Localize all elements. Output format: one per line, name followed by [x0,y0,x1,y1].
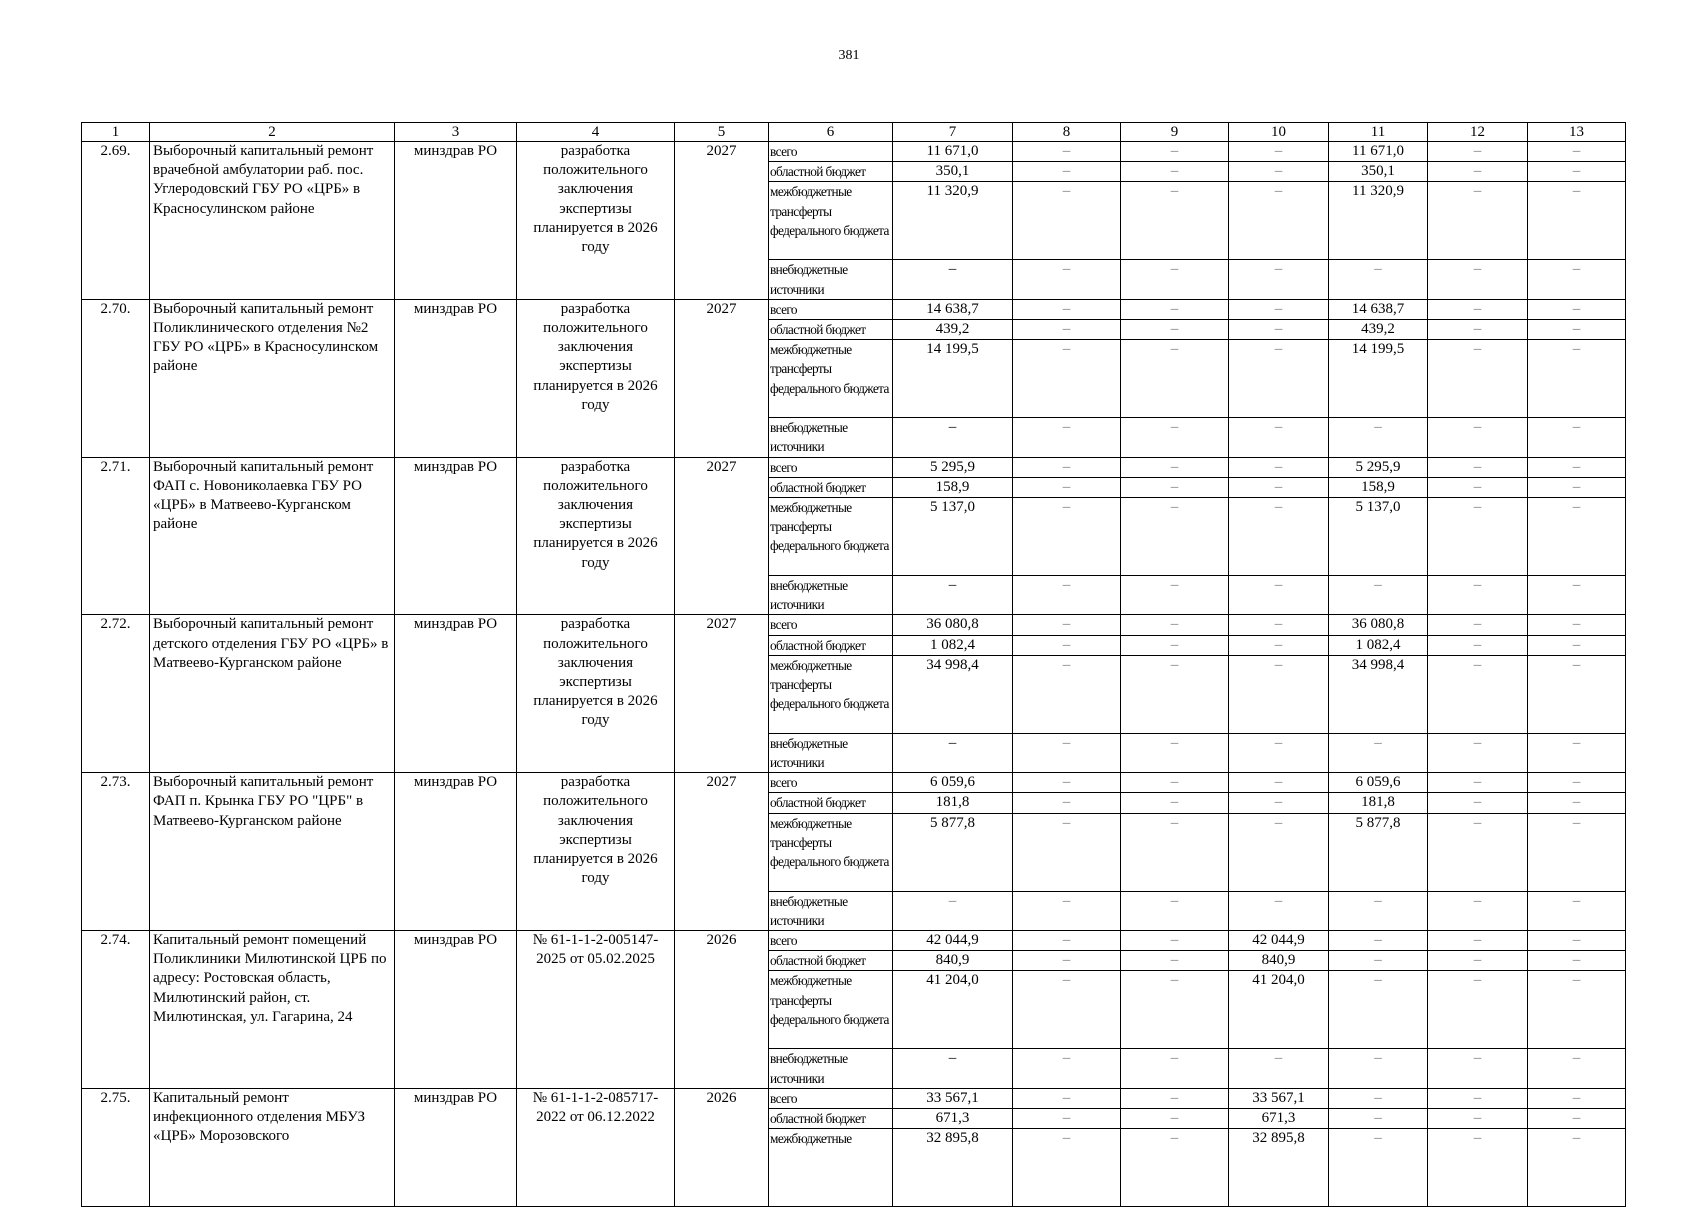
amount-cell-col-12: – [1428,655,1528,733]
funding-source-label: областной бюджет [769,951,893,971]
amount-cell-col-10: 33 567,1 [1229,1088,1329,1108]
amount-cell-col-10: 42 044,9 [1229,931,1329,951]
amount-cell-col-8: – [1013,635,1121,655]
amount-cell-col-11: – [1329,260,1428,299]
amount-cell-col-10: 41 204,0 [1229,971,1329,1049]
amount-cell-col-9: – [1121,340,1229,418]
amount-cell-col-10: 32 895,8 [1229,1129,1329,1207]
item-name: Выборочный капитальный ремонт ФАП с. Новониколаевка ГБУ РО «ЦРБ» в Матвеево-Курганском районе [150,457,395,615]
amount-cell-col-13: – [1528,931,1626,951]
amount-cell-col-11: – [1329,418,1428,457]
amount-cell-col-13: – [1528,457,1626,477]
amount-cell-col-10: – [1229,299,1329,319]
amount-cell-col-13: – [1528,477,1626,497]
amount-cell-col-7: – [893,418,1013,457]
amount-cell-col-8: – [1013,418,1121,457]
amount-cell-col-8: – [1013,260,1121,299]
column-header-6: 6 [769,123,893,142]
item-document: разработка положительного заключения экспертизы планируется в 2026 году [517,615,675,773]
amount-cell-col-7: 5 137,0 [893,498,1013,576]
item-year: 2027 [675,615,769,773]
amount-cell-col-11: 14 638,7 [1329,299,1428,319]
amount-cell-col-7: – [893,733,1013,772]
amount-cell-col-7: – [893,1049,1013,1088]
amount-cell-col-13: – [1528,635,1626,655]
amount-cell-col-13: – [1528,182,1626,260]
amount-cell-col-10: – [1229,655,1329,733]
amount-cell-col-12: – [1428,733,1528,772]
table-row [82,142,1626,162]
amount-cell-col-11: 5 137,0 [1329,498,1428,576]
funding-source-label: межбюджетные трансферты федерального бюджета [769,971,893,1049]
amount-cell-col-11: 6 059,6 [1329,773,1428,793]
amount-cell-col-8: – [1013,1049,1121,1088]
amount-cell-col-13: – [1528,260,1626,299]
amount-cell-col-11: 11 671,0 [1329,142,1428,162]
amount-cell-col-8: – [1013,477,1121,497]
item-year: 2027 [675,773,769,931]
amount-cell-col-9: – [1121,951,1229,971]
item-name: Капитальный ремонт инфекционного отделения МБУЗ «ЦРБ» Морозовского [150,1088,395,1206]
column-header-8: 8 [1013,123,1121,142]
column-header-4: 4 [517,123,675,142]
funding-source-label: всего [769,1088,893,1108]
amount-cell-col-12: – [1428,576,1528,615]
item-year: 2027 [675,142,769,300]
amount-cell-col-7: 11 671,0 [893,142,1013,162]
amount-cell-col-9: – [1121,773,1229,793]
item-document: разработка положительного заключения экспертизы планируется в 2026 году [517,299,675,457]
amount-cell-col-7: 840,9 [893,951,1013,971]
amount-cell-col-8: – [1013,182,1121,260]
column-header-3: 3 [395,123,517,142]
amount-cell-col-8: – [1013,971,1121,1049]
column-number-row [82,123,1626,142]
amount-cell-col-8: – [1013,320,1121,340]
amount-cell-col-13: – [1528,951,1626,971]
amount-cell-col-9: – [1121,142,1229,162]
amount-cell-col-8: – [1013,615,1121,635]
item-number: 2.72. [82,615,150,773]
amount-cell-col-9: – [1121,182,1229,260]
amount-cell-col-10: – [1229,576,1329,615]
amount-cell-col-13: – [1528,1129,1626,1207]
amount-cell-col-12: – [1428,162,1528,182]
amount-cell-col-11: – [1329,931,1428,951]
amount-cell-col-10: – [1229,142,1329,162]
amount-cell-col-10: – [1229,891,1329,930]
amount-cell-col-7: 33 567,1 [893,1088,1013,1108]
amount-cell-col-10: – [1229,457,1329,477]
item-customer: минздрав РО [395,1088,517,1206]
column-header-10: 10 [1229,123,1329,142]
amount-cell-col-13: – [1528,142,1626,162]
amount-cell-col-13: – [1528,813,1626,891]
funding-source-label: областной бюджет [769,320,893,340]
amount-cell-col-12: – [1428,951,1528,971]
item-customer: минздрав РО [395,615,517,773]
item-number: 2.74. [82,931,150,1089]
amount-cell-col-10: – [1229,1049,1329,1088]
amount-cell-col-9: – [1121,733,1229,772]
amount-cell-col-9: – [1121,655,1229,733]
funding-source-label: внебюджетные источники [769,733,893,772]
item-name: Выборочный капитальный ремонт врачебной амбулатории раб. пос. Углеродовский ГБУ РО «ЦРБ» в Красносулинском районе [150,142,395,300]
item-year: 2027 [675,457,769,615]
item-name: Выборочный капитальный ремонт детского отделения ГБУ РО «ЦРБ» в Матвеево-Курганском районе [150,615,395,773]
amount-cell-col-10: – [1229,340,1329,418]
funding-source-label: всего [769,615,893,635]
amount-cell-col-7: 11 320,9 [893,182,1013,260]
amount-cell-col-10: – [1229,182,1329,260]
amount-cell-col-7: 32 895,8 [893,1129,1013,1207]
column-header-12: 12 [1428,123,1528,142]
amount-cell-col-8: – [1013,813,1121,891]
item-document: № 61-1-1-2-085717-2022 от 06.12.2022 [517,1088,675,1206]
table-row [82,457,1626,477]
amount-cell-col-11: 5 877,8 [1329,813,1428,891]
amount-cell-col-13: – [1528,498,1626,576]
amount-cell-col-12: – [1428,971,1528,1049]
amount-cell-col-13: – [1528,793,1626,813]
item-name: Выборочный капитальный ремонт Поликлинического отделения №2 ГБУ РО «ЦРБ» в Красносулинском районе [150,299,395,457]
amount-cell-col-11: – [1329,733,1428,772]
amount-cell-col-12: – [1428,635,1528,655]
amount-cell-col-13: – [1528,1109,1626,1129]
amount-cell-col-11: 181,8 [1329,793,1428,813]
amount-cell-col-10: – [1229,498,1329,576]
table-row [82,615,1626,635]
amount-cell-col-11: – [1329,1088,1428,1108]
amount-cell-col-10: – [1229,615,1329,635]
funding-source-label: внебюджетные источники [769,576,893,615]
amount-cell-col-7: – [893,260,1013,299]
amount-cell-col-13: – [1528,655,1626,733]
amount-cell-col-9: – [1121,615,1229,635]
amount-cell-col-7: 42 044,9 [893,931,1013,951]
amount-cell-col-11: 14 199,5 [1329,340,1428,418]
amount-cell-col-11: – [1329,1049,1428,1088]
amount-cell-col-13: – [1528,971,1626,1049]
amount-cell-col-8: – [1013,299,1121,319]
amount-cell-col-8: – [1013,773,1121,793]
funding-source-label: межбюджетные трансферты федерального бюджета [769,340,893,418]
amount-cell-col-7: 41 204,0 [893,971,1013,1049]
funding-source-label: внебюджетные источники [769,418,893,457]
item-year: 2026 [675,1088,769,1206]
item-name: Капитальный ремонт помещений Поликлиники Милютинской ЦРБ по адресу: Ростовская область, Милютинский район, ст. Милютинская, ул. Гагарина, 24 [150,931,395,1089]
amount-cell-col-12: – [1428,1088,1528,1108]
amount-cell-col-12: – [1428,260,1528,299]
amount-cell-col-11: 1 082,4 [1329,635,1428,655]
item-document: № 61-1-1-2-005147-2025 от 05.02.2025 [517,931,675,1089]
amount-cell-col-10: – [1229,733,1329,772]
amount-cell-col-8: – [1013,1088,1121,1108]
table-row [82,931,1626,951]
amount-cell-col-13: – [1528,320,1626,340]
amount-cell-col-7: 1 082,4 [893,635,1013,655]
amount-cell-col-9: – [1121,162,1229,182]
amount-cell-col-8: – [1013,142,1121,162]
amount-cell-col-9: – [1121,1109,1229,1129]
amount-cell-col-12: – [1428,340,1528,418]
amount-cell-col-8: – [1013,733,1121,772]
amount-cell-col-7: 6 059,6 [893,773,1013,793]
table-row [82,299,1626,319]
funding-source-label: областной бюджет [769,162,893,182]
item-customer: минздрав РО [395,142,517,300]
amount-cell-col-7: 350,1 [893,162,1013,182]
column-header-1: 1 [82,123,150,142]
item-name: Выборочный капитальный ремонт ФАП п. Крынка ГБУ РО "ЦРБ" в Матвеево-Курганском районе [150,773,395,931]
amount-cell-col-9: – [1121,418,1229,457]
funding-source-label: всего [769,457,893,477]
program-table [81,122,1626,1207]
amount-cell-col-9: – [1121,576,1229,615]
amount-cell-col-12: – [1428,1109,1528,1129]
amount-cell-col-13: – [1528,340,1626,418]
amount-cell-col-10: – [1229,773,1329,793]
item-customer: минздрав РО [395,931,517,1089]
amount-cell-col-10: – [1229,162,1329,182]
amount-cell-col-11: 158,9 [1329,477,1428,497]
funding-source-label: всего [769,142,893,162]
amount-cell-col-8: – [1013,498,1121,576]
amount-cell-col-9: – [1121,320,1229,340]
amount-cell-col-13: – [1528,891,1626,930]
amount-cell-col-12: – [1428,615,1528,635]
funding-source-label: областной бюджет [769,477,893,497]
column-header-9: 9 [1121,123,1229,142]
column-header-5: 5 [675,123,769,142]
amount-cell-col-9: – [1121,1049,1229,1088]
amount-cell-col-10: 671,3 [1229,1109,1329,1129]
item-number: 2.75. [82,1088,150,1206]
amount-cell-col-13: – [1528,299,1626,319]
amount-cell-col-9: – [1121,299,1229,319]
amount-cell-col-11: 11 320,9 [1329,182,1428,260]
funding-source-label: внебюджетные источники [769,260,893,299]
amount-cell-col-11: – [1329,971,1428,1049]
amount-cell-col-12: – [1428,1049,1528,1088]
amount-cell-col-7: 158,9 [893,477,1013,497]
funding-source-label: областной бюджет [769,635,893,655]
amount-cell-col-9: – [1121,1129,1229,1207]
amount-cell-col-10: – [1229,418,1329,457]
amount-cell-col-11: – [1329,891,1428,930]
amount-cell-col-8: – [1013,655,1121,733]
funding-source-label: всего [769,773,893,793]
amount-cell-col-12: – [1428,182,1528,260]
amount-cell-col-11: 5 295,9 [1329,457,1428,477]
item-year: 2026 [675,931,769,1089]
amount-cell-col-7: 5 295,9 [893,457,1013,477]
amount-cell-col-13: – [1528,576,1626,615]
funding-source-label: внебюджетные источники [769,1049,893,1088]
amount-cell-col-13: – [1528,1088,1626,1108]
amount-cell-col-8: – [1013,162,1121,182]
amount-cell-col-13: – [1528,418,1626,457]
amount-cell-col-12: – [1428,1129,1528,1207]
amount-cell-col-10: 840,9 [1229,951,1329,971]
table-row [82,773,1626,793]
column-header-11: 11 [1329,123,1428,142]
amount-cell-col-13: – [1528,615,1626,635]
amount-cell-col-12: – [1428,477,1528,497]
amount-cell-col-9: – [1121,971,1229,1049]
amount-cell-col-7: 14 199,5 [893,340,1013,418]
amount-cell-col-10: – [1229,260,1329,299]
item-number: 2.71. [82,457,150,615]
item-customer: минздрав РО [395,299,517,457]
amount-cell-col-13: – [1528,773,1626,793]
amount-cell-col-10: – [1229,320,1329,340]
item-year: 2027 [675,299,769,457]
table-body [82,123,1626,1207]
amount-cell-col-11: 36 080,8 [1329,615,1428,635]
amount-cell-col-12: – [1428,498,1528,576]
item-customer: минздрав РО [395,457,517,615]
amount-cell-col-7: 5 877,8 [893,813,1013,891]
funding-source-label: межбюджетные трансферты федерального бюджета [769,813,893,891]
amount-cell-col-10: – [1229,793,1329,813]
funding-source-label: областной бюджет [769,793,893,813]
funding-source-label: межбюджетные [769,1129,893,1207]
funding-source-label: внебюджетные источники [769,891,893,930]
item-document: разработка положительного заключения экспертизы планируется в 2026 году [517,773,675,931]
funding-source-label: межбюджетные трансферты федерального бюджета [769,655,893,733]
amount-cell-col-10: – [1229,813,1329,891]
column-header-7: 7 [893,123,1013,142]
amount-cell-col-8: – [1013,340,1121,418]
funding-source-label: межбюджетные трансферты федерального бюджета [769,498,893,576]
amount-cell-col-8: – [1013,891,1121,930]
amount-cell-col-9: – [1121,457,1229,477]
page-number: 381 [838,48,860,63]
amount-cell-col-12: – [1428,320,1528,340]
amount-cell-col-13: – [1528,733,1626,772]
amount-cell-col-9: – [1121,635,1229,655]
funding-source-label: всего [769,299,893,319]
amount-cell-col-11: 34 998,4 [1329,655,1428,733]
amount-cell-col-9: – [1121,498,1229,576]
column-header-13: 13 [1528,123,1626,142]
amount-cell-col-8: – [1013,951,1121,971]
amount-cell-col-10: – [1229,477,1329,497]
amount-cell-col-11: – [1329,1109,1428,1129]
amount-cell-col-7: – [893,576,1013,615]
amount-cell-col-12: – [1428,891,1528,930]
amount-cell-col-11: – [1329,1129,1428,1207]
amount-cell-col-8: – [1013,1109,1121,1129]
amount-cell-col-12: – [1428,931,1528,951]
amount-cell-col-8: – [1013,457,1121,477]
table-row [82,1088,1626,1108]
amount-cell-col-13: – [1528,1049,1626,1088]
amount-cell-col-8: – [1013,793,1121,813]
amount-cell-col-12: – [1428,793,1528,813]
amount-cell-col-11: 439,2 [1329,320,1428,340]
amount-cell-col-8: – [1013,576,1121,615]
amount-cell-col-12: – [1428,418,1528,457]
amount-cell-col-12: – [1428,299,1528,319]
item-customer: минздрав РО [395,773,517,931]
amount-cell-col-12: – [1428,457,1528,477]
amount-cell-col-9: – [1121,931,1229,951]
amount-cell-col-11: – [1329,951,1428,971]
amount-cell-col-13: – [1528,162,1626,182]
amount-cell-col-8: – [1013,931,1121,951]
amount-cell-col-7: 34 998,4 [893,655,1013,733]
amount-cell-col-12: – [1428,773,1528,793]
item-number: 2.70. [82,299,150,457]
amount-cell-col-7: 181,8 [893,793,1013,813]
amount-cell-col-7: 36 080,8 [893,615,1013,635]
item-number: 2.69. [82,142,150,300]
amount-cell-col-10: – [1229,635,1329,655]
amount-cell-col-9: – [1121,793,1229,813]
funding-source-label: всего [769,931,893,951]
amount-cell-col-7: 14 638,7 [893,299,1013,319]
amount-cell-col-11: – [1329,576,1428,615]
amount-cell-col-11: 350,1 [1329,162,1428,182]
funding-source-label: межбюджетные трансферты федерального бюджета [769,182,893,260]
amount-cell-col-12: – [1428,142,1528,162]
amount-cell-col-12: – [1428,813,1528,891]
amount-cell-col-9: – [1121,260,1229,299]
amount-cell-col-7: – [893,891,1013,930]
amount-cell-col-8: – [1013,1129,1121,1207]
item-number: 2.73. [82,773,150,931]
amount-cell-col-7: 439,2 [893,320,1013,340]
amount-cell-col-9: – [1121,813,1229,891]
amount-cell-col-7: 671,3 [893,1109,1013,1129]
item-document: разработка положительного заключения экспертизы планируется в 2026 году [517,142,675,300]
amount-cell-col-9: – [1121,891,1229,930]
column-header-2: 2 [150,123,395,142]
funding-source-label: областной бюджет [769,1109,893,1129]
amount-cell-col-9: – [1121,477,1229,497]
amount-cell-col-9: – [1121,1088,1229,1108]
item-document: разработка положительного заключения экспертизы планируется в 2026 году [517,457,675,615]
